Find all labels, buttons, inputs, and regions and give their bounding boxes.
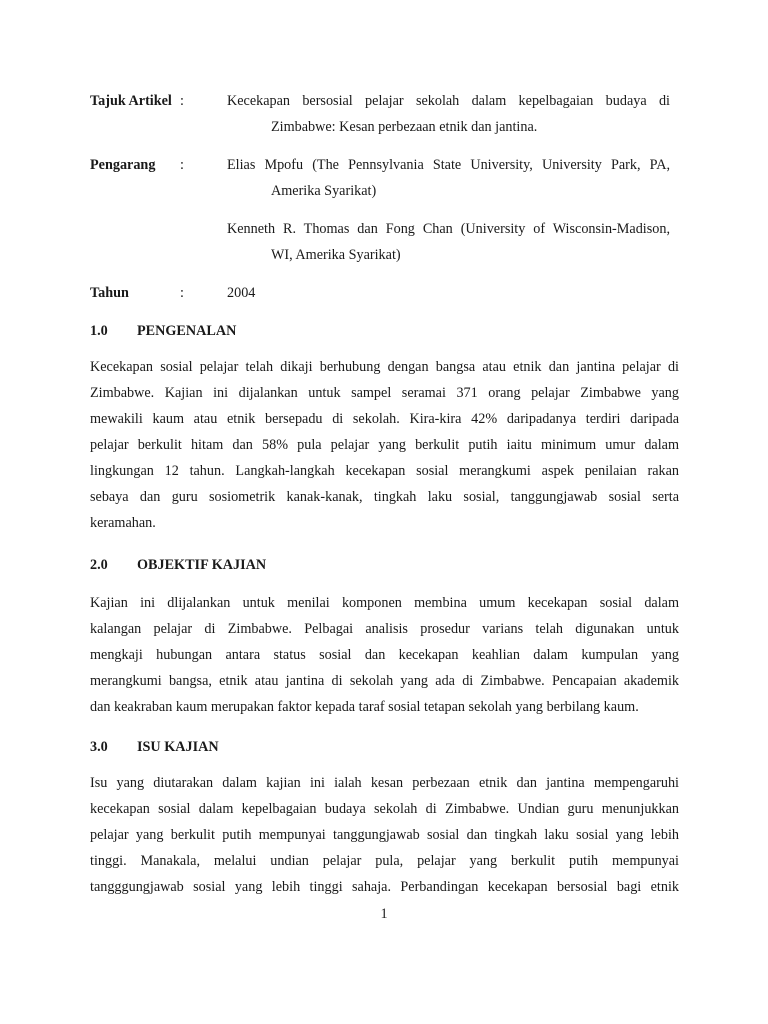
paragraph-line: kecekapan sosial dalam kepelbagaian budaya sekolah di Zimbabwe. Undian guru menunjukkan [90, 801, 679, 817]
section-2-heading [90, 555, 266, 575]
section-2-paragraph [90, 590, 679, 720]
paragraph-line: keramahan. [90, 515, 156, 531]
section-3-number: 3.0 [90, 739, 108, 755]
author-label: Pengarang [90, 157, 156, 173]
paragraph-line: merangkumi bangsa, etnik atau jantina di sekolah yang ada di Zimbabwe. Pencapaian akademik [90, 673, 679, 689]
section-2-number: 2.0 [90, 557, 108, 573]
author-1-value [227, 152, 670, 204]
author-1-line-1: Elias Mpofu (The Pennsylvania State University, University Park, PA, [227, 157, 670, 173]
paragraph-line: pelajar berkulit hitam dan 58% pula pelajar yang berkulit putih iaitu minimum umur dalam [90, 437, 679, 453]
section-1-title: PENGENALAN [137, 323, 237, 339]
section-1-paragraph [90, 354, 679, 536]
year-text: 2004 [227, 285, 256, 301]
title-label: Tajuk Artikel [90, 93, 172, 109]
author-1-line-2: Amerika Syarikat) [271, 183, 377, 199]
paragraph-line: tinggi. Manakala, melalui undian pelajar pula, pelajar yang berkulit putih mempunyai [90, 853, 679, 869]
paragraph-line: Kajian ini dlijalankan untuk menilai komponen membina umum kecekapan sosial dalam [90, 595, 679, 611]
paragraph-line: lingkungan 12 tahun. Langkah-langkah kecekapan sosial merangkumi aspek penilaian rakan [90, 463, 679, 479]
article-title-row [90, 88, 680, 140]
paragraph-line: mewakili kaum atau etnik bersepadu di sekolah. Kira-kira 42% daripadanya terdiri daripada [90, 411, 679, 427]
section-3-title: ISU KAJIAN [137, 739, 219, 755]
author-2-line-1: Kenneth R. Thomas dan Fong Chan (University of Wisconsin-Madison, [227, 221, 670, 237]
paragraph-line: dan keakraban kaum merupakan faktor kepada taraf sosial tetapan sekolah yang berbilang kaum. [90, 699, 639, 715]
paragraph-line: Kecekapan sosial pelajar telah dikaji berhubung dengan bangsa atau etnik dan jantina pelajar di [90, 359, 679, 375]
title-line-1: Kecekapan bersosial pelajar sekolah dalam kepelbagaian budaya di [227, 93, 670, 109]
title-colon: : [180, 93, 184, 109]
author-colon: : [180, 157, 184, 173]
author-2-value [227, 216, 670, 268]
section-2-title: OBJEKTIF KAJIAN [137, 557, 267, 573]
author-2-line-2: WI, Amerika Syarikat) [271, 247, 401, 263]
title-line-2: Zimbabwe: Kesan perbezaan etnik dan jantina. [271, 119, 538, 135]
paragraph-line: mengkaji hubungan antara status sosial dan kecekapan keahlian dalam kumpulan yang [90, 647, 679, 663]
paragraph-line: sebaya dan guru sosiometrik kanak-kanak, tingkah laku sosial, tanggungjawab sosial serta [90, 489, 679, 505]
author-2-row [90, 216, 680, 268]
paragraph-line: Isu yang diutarakan dalam kajian ini ialah kesan perbezaan etnik dan jantina mempengaruhi [90, 775, 679, 791]
section-3-heading [90, 737, 219, 757]
section-1-heading [90, 321, 236, 341]
section-1-number: 1.0 [90, 323, 108, 339]
year-label: Tahun [90, 285, 129, 301]
paragraph-line: pelajar yang berkulit putih mempunyai tanggungjawab sosial dan tingkah laku sosial yang lebih [90, 827, 679, 843]
year-value [227, 280, 670, 306]
paragraph-line: tangggungjawab sosial yang lebih tinggi sahaja. Perbandingan kecekapan bersosial bagi etnik [90, 879, 679, 895]
year-row [90, 280, 680, 306]
page-number: 1 [380, 906, 388, 922]
paragraph-line: kalangan pelajar di Zimbabwe. Pelbagai analisis prosedur varians telah digunakan untuk [90, 621, 679, 637]
author-row [90, 152, 680, 204]
title-value [227, 88, 670, 140]
paragraph-line: Zimbabwe. Kajian ini dijalankan untuk sampel seramai 371 orang pelajar Zimbabwe yang [90, 385, 679, 401]
year-colon: : [180, 285, 184, 301]
section-3-paragraph [90, 770, 679, 900]
